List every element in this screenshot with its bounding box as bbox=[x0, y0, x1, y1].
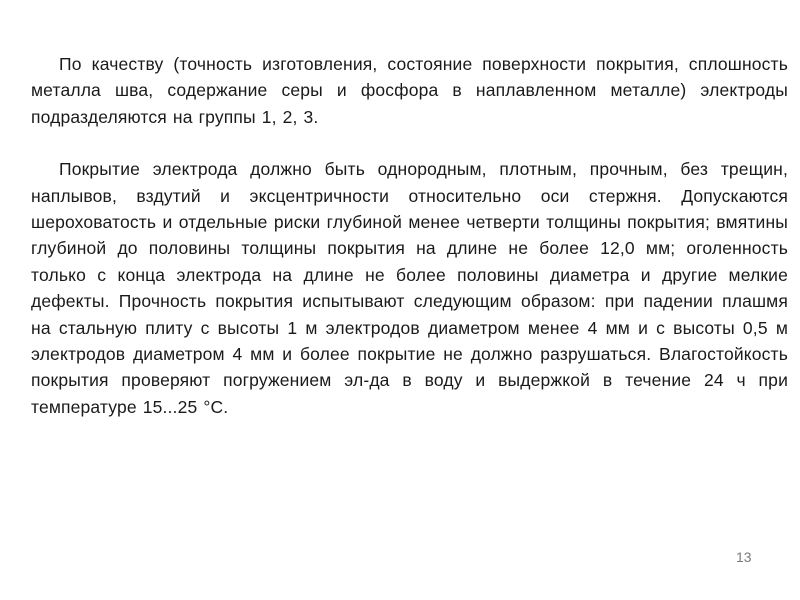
paragraph-coating-requirements: Покрытие электрода должно быть однородным, плотным, прочным, без трещин, наплывов, вздутий и эксцентричности относительно оси стержня. Допускаются шероховатость и отдельные риски глубиной менее четверти толщины покрытия; вмятины глубиной до половины толщины покрытия на длине не более 12,0 мм; оголенность только с конца электрода на длине не более половины диаметра и другие мелкие дефекты. Прочность покрытия испытывают следующим образом: при падении плашмя на стальную плиту с высоты 1 м электродов диаметром менее 4 мм и с высоты 0,5 м электродов диаметром 4 мм и более покрытие не должно разрушаться. Влагостойкость покрытия проверяют погружением эл-да в воду и выдержкой в течение 24 ч при температуре 15...25 °С. bbox=[31, 159, 788, 417]
paragraph-electrode-quality-groups: По качеству (точность изготовления, состояние поверхности покрытия, сплошность металла шва, содержание серы и фосфора в наплавленном металле) электроды подразделяются на группы 1, 2, 3. bbox=[31, 54, 788, 127]
page-number: 13 bbox=[736, 549, 752, 565]
slide-body-text bbox=[31, 51, 788, 420]
